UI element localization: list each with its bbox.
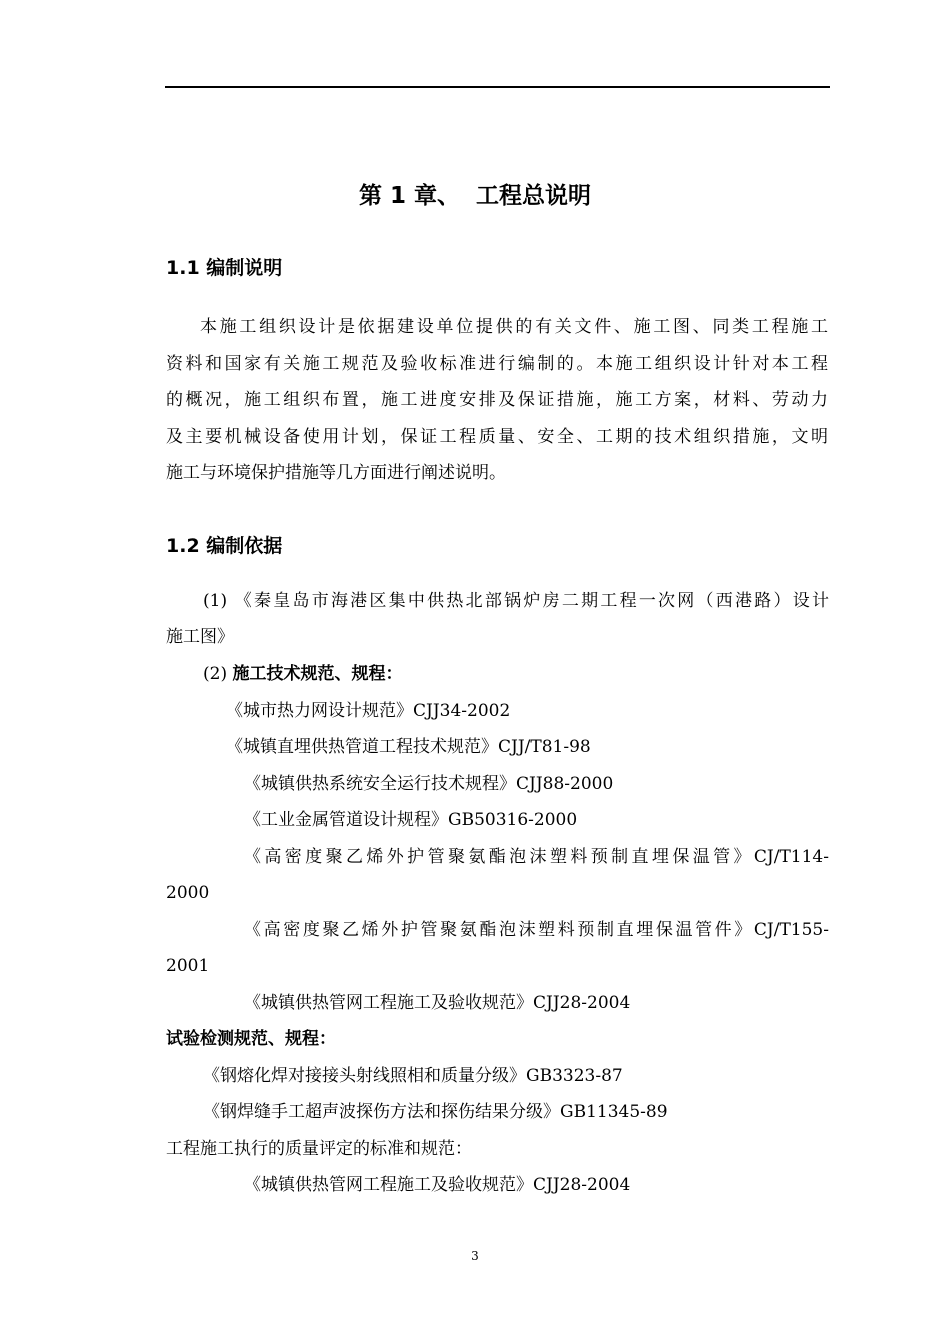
section-heading-1-1: 1.1 编制说明 (166, 257, 283, 279)
reference-item-1-line-1: (1) 《秦皇岛市海港区集中供热北部锅炉房二期工程一次网（西港路）设计 (203, 591, 829, 611)
standard-item-long-1-line-1: 《高密度聚乙烯外护管聚氨酯泡沫塑料预制直埋保温管》CJ/T114- (244, 847, 829, 867)
testing-standard-item: 《钢熔化焊对接接头射线照相和质量分级》GB3323-87 (203, 1066, 623, 1086)
section-1-1-paragraph (166, 309, 828, 492)
paragraph-line: 的概况，施工组织布置，施工进度安排及保证措施，施工方案，材料、劳动力 (166, 390, 828, 410)
standard-item: 《城镇供热系统安全运行技术规程》CJJ88-2000 (244, 774, 614, 794)
standard-item-long-2-line-1: 《高密度聚乙烯外护管聚氨酯泡沫塑料预制直埋保温管件》CJ/T155- (244, 920, 829, 940)
reference-item-2-label: 施工技术规范、规程： (232, 664, 403, 684)
page-number: 3 (471, 1249, 479, 1263)
header-rule (165, 86, 830, 88)
paragraph-line: 资料和国家有关施工规范及验收标准进行编制的。本施工组织设计针对本工程 (166, 353, 828, 374)
paragraph-line: 施工与环境保护措施等几方面进行阐述说明。 (166, 463, 506, 483)
quality-standard-item: 《城镇供热管网工程施工及验收规范》CJJ28-2004 (244, 1175, 631, 1195)
reference-item-1-line-2: 施工图》 (166, 627, 234, 647)
standard-item: 《城镇直埋供热管道工程技术规范》CJJ/T81-98 (226, 737, 591, 757)
reference-item-2 (203, 661, 402, 687)
paragraph-line: 本施工组织设计是依据建设单位提供的有关文件、施工图、同类工程施工 (200, 317, 828, 337)
standard-item: 《工业金属管道设计规程》GB50316-2000 (244, 810, 578, 830)
standard-item-long-2-line-2: 2001 (166, 956, 210, 976)
testing-standards-label: 试验检测规范、规程： (166, 1029, 336, 1049)
testing-standard-item: 《钢焊缝手工超声波探伤方法和探伤结果分级》GB11345-89 (203, 1102, 668, 1122)
standard-item: 《城市热力网设计规范》CJJ34-2002 (226, 701, 511, 721)
standard-item: 《城镇供热管网工程施工及验收规范》CJJ28-2004 (244, 993, 631, 1013)
paragraph-line: 及主要机械设备使用计划，保证工程质量、安全、工期的技术组织措施，文明 (166, 426, 828, 447)
standard-item-long-1-line-2: 2000 (166, 883, 210, 903)
quality-standards-label: 工程施工执行的质量评定的标准和规范： (166, 1139, 472, 1159)
reference-item-2-prefix: (2) (203, 664, 233, 684)
section-heading-1-2: 1.2 编制依据 (166, 535, 283, 557)
chapter-title: 第 1 章、 工程总说明 (358, 183, 592, 209)
